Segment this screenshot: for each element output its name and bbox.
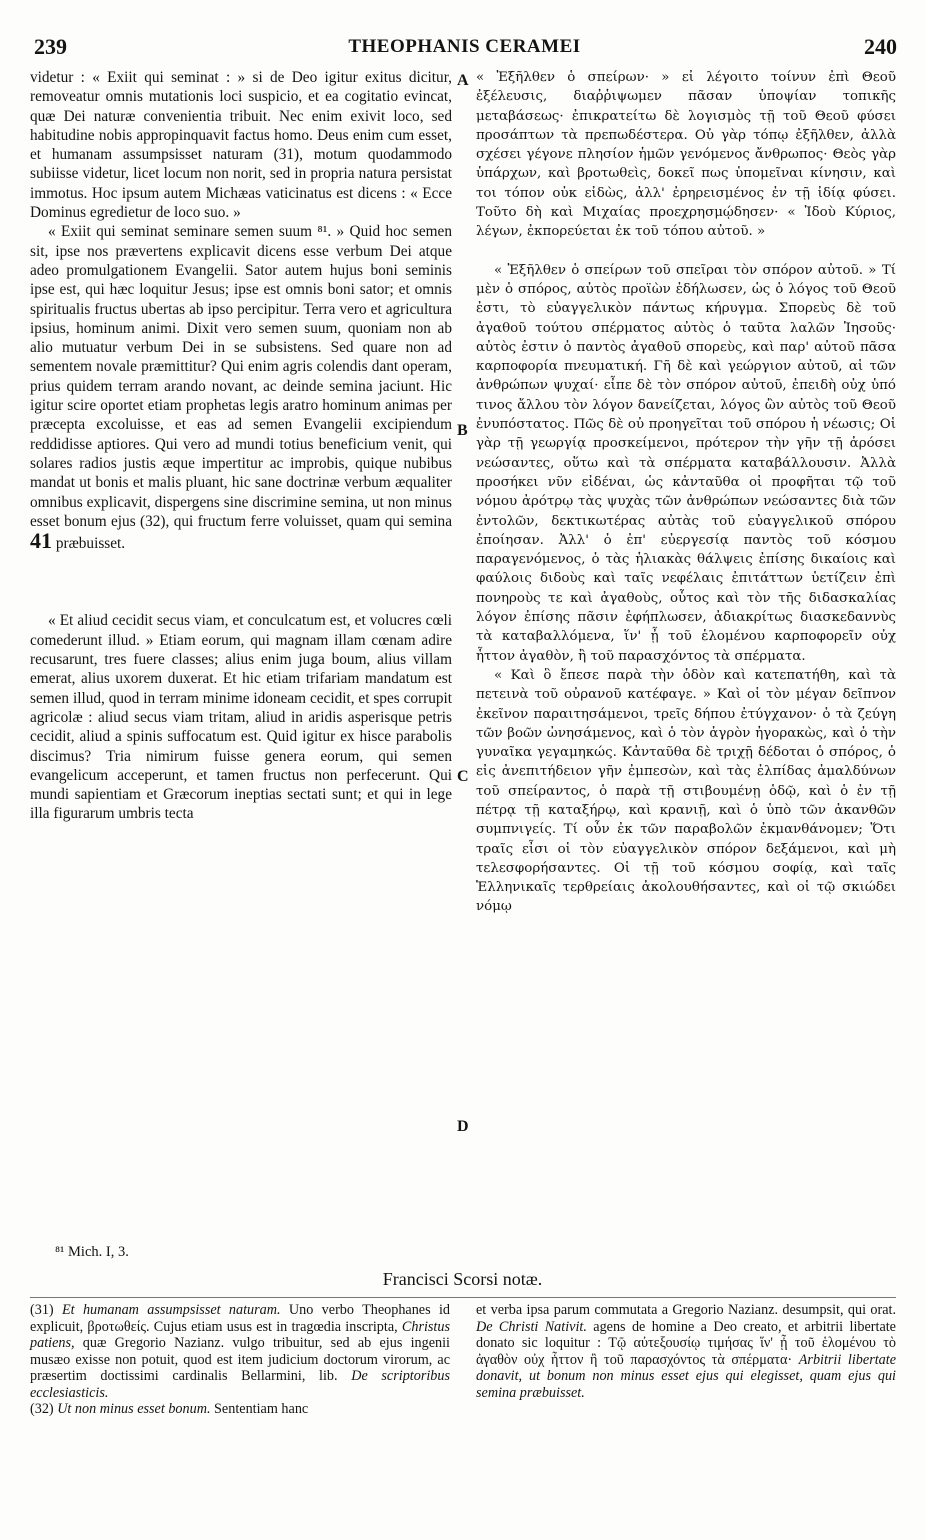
note-32-heading: Ut non minus esset bonum. [57,1401,211,1417]
notes-left-column [30,1302,450,1418]
notes-right-column [476,1302,896,1401]
latin-paragraph-2 [30,222,452,553]
note-31-heading: Et humanam assumpsisset naturam. [62,1302,281,1318]
notes-title: Francisci Scorsi notæ. [382,1269,543,1289]
note-32-text-b: et verba ipsa parum commutata a Gregorio Nazianz. desumpsit, qui orat. [476,1302,896,1318]
margin-letter-a: A [457,72,469,89]
page-header [32,34,897,62]
latin-paragraph-2-end: præbuisset. [52,535,126,553]
margin-letter-d: D [457,1118,469,1135]
note-32-text-a: Sententiam hanc [210,1401,309,1417]
note-32 [30,1401,450,1418]
note-32-label: (32) [30,1401,54,1417]
running-title: THEOPHANIS CERAMEI [348,36,581,57]
notes-divider [30,1297,896,1298]
note-32-text-c: agens de homine a Deo creato, et arbitrii libertate donato sic loquitur : Τῷ αὐτεξουσίῳ τιμήσας ἵν' ᾖ τοῦ ἑλομένου τὸ ἀγαθὸν οὐχ ἧττον ἢ τοῦ παρασχόντος τὰ σπέρματα· [476,1318,896,1368]
note-31-book: De scriptoribus ecclesiasticis. [30,1368,450,1401]
greek-paragraph-2: « Ἐξῆλθεν ὁ σπείρων τοῦ σπεῖραι τὸν σπόρον αὐτοῦ. » Τί μὲν ὁ σπόρος, αὐτὸς προϊὼν ἐδήλωσεν, ὡς ὁ λόγος τοῦ Θεοῦ ἐστι, τὸ εὐαγγελικὸν πάντως κήρυγμα. Σπορεὺς δὲ τοῦ ἀγαθοῦ τούτου σπέρματος αὐτὸς ὁ ταῦτα λαλῶν Ἰησοῦς· αὐτὸς ἐστιν ὁ παντὸς ἀγαθοῦ σπορεὺς, καὶ παρ' αὐτοῦ πᾶσα καρποφορία πνευματική. Γῆ δὲ καὶ γεώργιον αὐτοῦ, αἱ τῶν ἀνθρώπων ψυχαί· εἶπε δὲ τὸν σπόρον αὐτοῦ, ἐπειδὴ οὐχ ὑπό τινος ἄλλου τὸν λόγον δανείζεται, λόγος ὢν αὐτὸς τοῦ Θεοῦ ἐνυπόστατος. Πῶς δὲ οὐ προηγεῖται τοῦ σπόρου ἡ νέωσις; Οἱ γὰρ τῇ γεωργίᾳ προσκείμενοι, πρότερον τὴν γῆν τῇ ἀρόσει νεώσαντες, οὕτω καὶ τὰ σπέρματα καταβάλλουσιν. Ἀλλὰ προσήκει νῦν εἰδέναι, ὡς κἀνταῦθα οἱ προφῆται τῷ τοῦ νόμου ἀρότρῳ τὰς ψυχὰς τῶν ἀνθρώπων νεώσαντες διὰ τῶν ἐντολῶν, δεκτικωτέρας αὐτὰς τοῦ εὐαγγελικοῦ σπόρου ἐποίησαν. Ἀλλ' ὁ ἐπ' εὐεργεσίᾳ παντὸς τοῦ κόσμου παραγενόμενος, ὁ τὰς ἡλιακὰς θάλψεις ἐπίσης δικαίοις καὶ φαύλοις διδοὺς καὶ ταῖς νεφέλαις ἐπιτάττων ὑετίζειν ἐπὶ πονηροὺς τε καὶ ἀγαθοὺς, οὗτος καὶ τὸν τῆς διδασκαλίας λόγον ἐπίσης πᾶσιν ἐφήπλωσεν, ἀδιακρίτως διασκεδαννὺς τὰ καταβαλλόμενα, ἵν' ᾖ τοῦ ἑλομένου καρποφορεῖν οὐχ ἧττον ἀγαθὸν, ἢ τοῦ παρασχόντος τὰ σπέρματα. [476,262,896,664]
greek-column [476,68,896,917]
margin-letter-b: B [457,422,468,439]
latin-paragraph-1: videtur : « Exiit qui seminat : » si de Deo igitur exitus dicitur, removeatur omnis mutationis loci suspicio, et ea cogitatio evincat, quæ Dei naturæ convenientia tribuit. Nec enim exivit loco, sed habitudine nobis appropinquavit factus homo. Deus enim cum esset, et humanam assumpsisset naturam (31), motum quodammodo subiisse videtur, licet locum non norit, sed in propria natura persistat immotus. Hoc ipsum autem Michæas vaticinatus est dicens : « Ecce Dominus egredietur de loco suo. » [30,69,452,222]
note-31-title: Christus patiens, [30,1318,450,1351]
note-31 [30,1302,450,1401]
page-number-left: 239 [34,34,67,59]
latin-paragraph-3: « Et aliud cecidit secus viam, et conculcatum est, et volucres cœli comederunt illud. » Etiam eorum, qui magnam illam cœnam adire recusarunt, tres fuere classes; alius enim juga boum, alius villam emerat, alius uxorem duxerat. Et hic etiam trifariam mandatum est semen illud, quod in terram minime idoneam cecidit, et spes corrupit agricolæ : aliud secus viam tritam, aliud in aridis asperisque petris cecidit, aliud a spinis suffocatum est. Quid igitur ex hisce parabolis discimus? Tria nimirum fuisse genera eorum, qui semen evangelicum acceperunt, et tamen fructus non perfecerunt. Qui mundi sapientiam et Græcorum ineptias sectati sunt; et qui in lege illa figurarum umbris tecta [30,612,452,823]
footnote: ⁸¹ Mich. I, 3. [55,1244,129,1260]
page-number-right: 240 [864,34,897,59]
latin-column [30,68,452,824]
margin-letter-c: C [457,768,469,785]
note-31-label: (31) [30,1302,54,1318]
note-32-oration-title: De Christi Nativit. [476,1318,587,1335]
note-31-text-a: Uno verbo Theophanes id explicuit, βροτωθείς. Cujus etiam usus est in tragœdia inscripta, [30,1302,451,1335]
note-32-continued [476,1302,896,1401]
note-32-translation: Arbitrii libertate donavit, ut bonum non minus esset ejus qui elegisset, quam ejus qui semina præbuisset. [476,1351,896,1401]
latin-paragraph-2-text: « Exiit qui seminat seminare semen suum ⁸¹. » Quid hoc semen sit, ipse nos prævertens explicavit dicens esse verbum Dei atque adeo promulgationem Evangelii. Sator autem hujus boni seminis ipse est, qui hæc loquitur Jesus; ipse est omnis boni sator; et omnis spiritualis fructus ubertas ab ipso percipitur. Terra vero et agricultura ipsius, hominum animi. Dixit vero semen suum, quoniam non ab alio mutuatur verbum Dei in se subsistens. Sed quare non ad sementem novale præmittitur? Qui enim agris colendis dant operam, prius quidem terram arando novant, ac deinde semina jaciunt. Hic igitur scire oportet etiam prophetas legis aratro hominum animas per præcepta excoluisse, et eas ad semen Evangelii excipiendum reddidisse aptiores. Qui vero ad mundi totius beneficium venit, qui solares radios justis æque impertitur ac improbis, quique nubibus mandat ut bonis et malis pluant, hic sane doctrinæ verbum æqualiter omnibus explicavit, dispergens sine discrimine semina, ut non minus esset bonum ejus (32), qui fructum ferre voluisset, quam qui semina [30,223,452,530]
greek-paragraph-1: « Ἐξῆλθεν ὁ σπείρων· » εἰ λέγοιτο τοίνυν ἐπὶ Θεοῦ ἐξέλευσις, διαῤῥιψωμεν πᾶσαν ὑποψίαν τοπικῆς μεταβάσεως· ἐπικρατείτω δὲ λογισμὸς τῇ τοῦ Θεοῦ φύσει προσάπτων τὰ πρεπωδέστερα. Οὐ γὰρ τόπῳ ἐξῆλθεν, ἀλλὰ σχέσει γέγονε πλησίον ἡμῶν γενόμενος ἄνθρωπος· Θεὸς γὰρ ὑπάρχων, καὶ βροτωθεὶς, δοκεῖ πως ὑπομεῖναι κίνησιν, καὶ τοι τόπον οὐκ εἰδὼς, ἀλλ' ἐρηρεισμένος ἐν τῇ ἰδίᾳ φύσει. Τοῦτο δὴ καὶ Μιχαίας προεχρησμῴδησεν· « Ἰδοὺ Κύριος, λέγων, ἐκπορεύεται ἐκ τοῦ τόπου αὐτοῦ. » [476,70,896,240]
note-31-text-b: quæ Gregorio Nazianz. vulgo tribuitur, sed ab ejus ingenii musæo exisse non potuit, quod est item judicium doctorum virorum, ac præsertim doctissimi cardinalis Bellarmini, lib. [30,1335,450,1384]
column-number-marker: 41 [30,528,52,554]
greek-paragraph-3: « Καὶ ὃ ἔπεσε παρὰ τὴν ὁδὸν καὶ κατεπατήθη, καὶ τὰ πετεινὰ τοῦ οὐρανοῦ κατέφαγε. » Καὶ οἱ τὸν μέγαν δεῖπνον ἐκεῖνον παραιτησάμενοι, τρεῖς δήπου ἐτύγχανον· ὁ τὰ ζεύγη τῶν βοῶν ὠνησάμενος, καὶ ὁ τὸν ἀγρὸν ἠγορακὼς, καὶ ὁ τὴν γυναῖκα γεγαμηκώς. Κἀνταῦθα δὲ τριχῇ δέδοται ὁ σπόρος, ὁ εἰς ἀνεπιτήδειον γῆν ἐμπεσὼν, καὶ τὰς ἐλπίδας ἀμαλδύνων τοῦ σπείραντος, ὁ παρὰ τῇ στιβουμένῃ ὁδῷ, καὶ ὁ ἐν τῇ πέτρᾳ τῇ καταξήρῳ, καὶ κρανιῇ, καὶ ὁ ὑπὸ τῶν ἀκανθῶν συμπνιγείς. Τί οὖν ἐκ τῶν παραβολῶν ἐκμανθάνομεν; Ὅτι τραῖς εἶσι οἱ τὸν εὐαγγελικὸν σπόρον δεξάμενοι, καὶ μὴ τελεσφορήσαντες. Οἱ τῇ τοῦ κόσμου σοφίᾳ, καὶ ταῖς Ἑλληνικαῖς τερθρείαις ἀκολουθήσαντες, καὶ οἱ τῷ σκιώδει νόμῳ [476,667,896,915]
